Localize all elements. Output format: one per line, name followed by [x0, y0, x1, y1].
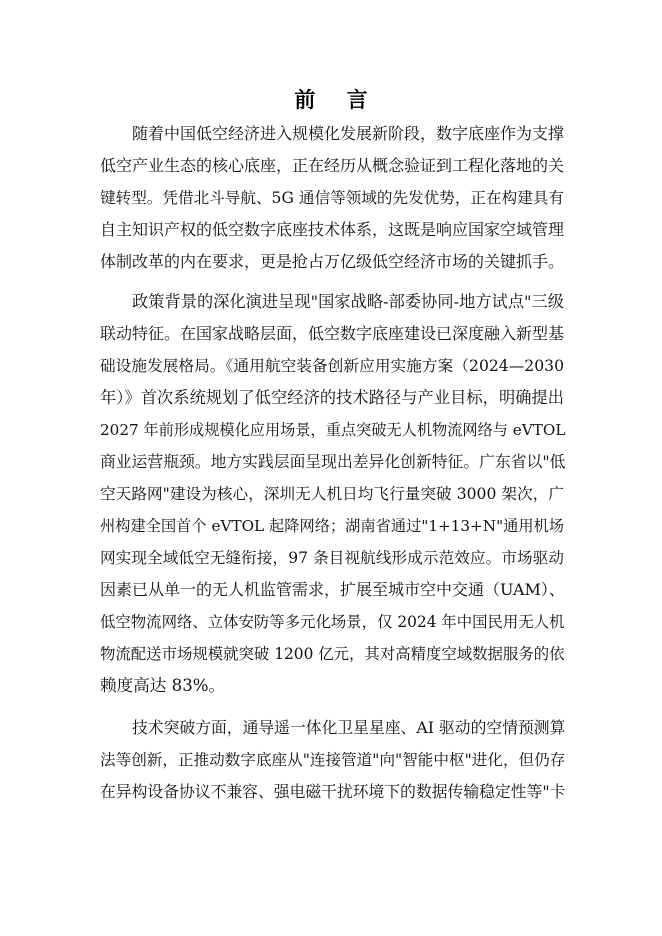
- paragraph-1-line: 低空产业生态的核心底座，正在经历从概念验证到工程化落地的关: [100, 156, 565, 175]
- paragraph-1-line: 随着中国低空经济进入规模化发展新阶段，数字底座作为支撑: [132, 124, 565, 143]
- paragraph-1-line: 自主知识产权的低空数字底座技术体系，这既是响应国家空域管理: [100, 220, 565, 239]
- paragraph-1-line: 体制改革的内在要求，更是抢占万亿级低空经济市场的关键抓手。: [100, 252, 565, 271]
- paragraph-2-line: 州构建全国首个 eVTOL 起降网络；湖南省通过"1+13+N"通用机场: [100, 517, 564, 535]
- paragraph-2-line: 商业运营瓶颈。地方实践层面呈现出差异化创新特征。广东省以"低: [100, 452, 566, 471]
- paragraph-3-line: 在异构设备协议不兼容、强电磁干扰环境下的数据传输稳定性等"卡: [100, 782, 566, 801]
- paragraph-2-line: 2027 年前形成规模化应用场景，重点突破无人机物流网络与 eVTOL: [100, 421, 566, 439]
- paragraph-2-line: 联动特征。在国家战略层面，低空数字底座建设已深度融入新型基: [100, 324, 565, 343]
- paragraph-2-line: 因素已从单一的无人机监管需求，扩展至城市空中交通（UAM）、: [100, 580, 565, 599]
- paragraph-3-line: 技术突破方面，通导遥一体化卫星星座、AI 驱动的空情预测算: [132, 718, 566, 737]
- paragraph-3-line: 法等创新，正推动数字底座从"连接管道"向"智能中枢"进化，但仍存: [100, 751, 566, 769]
- paragraph-2-line: 物流配送市场规模就突破 1200 亿元，其对高精度空域数据服务的依: [100, 645, 565, 663]
- paragraph-2-line: 空天路网"建设为核心，深圳无人机日均飞行量突破 3000 架次，广: [100, 485, 564, 503]
- paragraph-1-line: 键转型。凭借北斗导航、5G 通信等领域的先发优势，正在构建具有: [100, 189, 564, 207]
- paragraph-2-line: 政策背景的深化演进呈现"国家战略-部委协同-地方试点"三级: [132, 292, 564, 311]
- paragraph-2-line: 年）》首次系统规划了低空经济的技术路径与产业目标，明确提出: [100, 388, 564, 407]
- paragraph-2-line: 低空物流网络、立体安防等多元化场景，仅 2024 年中国民用无人机: [100, 613, 565, 631]
- paragraph-2-line: 础设施发展格局。《通用航空装备创新应用实施方案（2024—2030: [100, 357, 564, 375]
- page-title: 前 言: [294, 88, 380, 112]
- paragraph-2-line: 网实现全域低空无缝衔接，97 条目视航线形成示范效应。市场驱动: [100, 549, 564, 567]
- paragraph-2-line: 赖度高达 83%。: [100, 676, 226, 695]
